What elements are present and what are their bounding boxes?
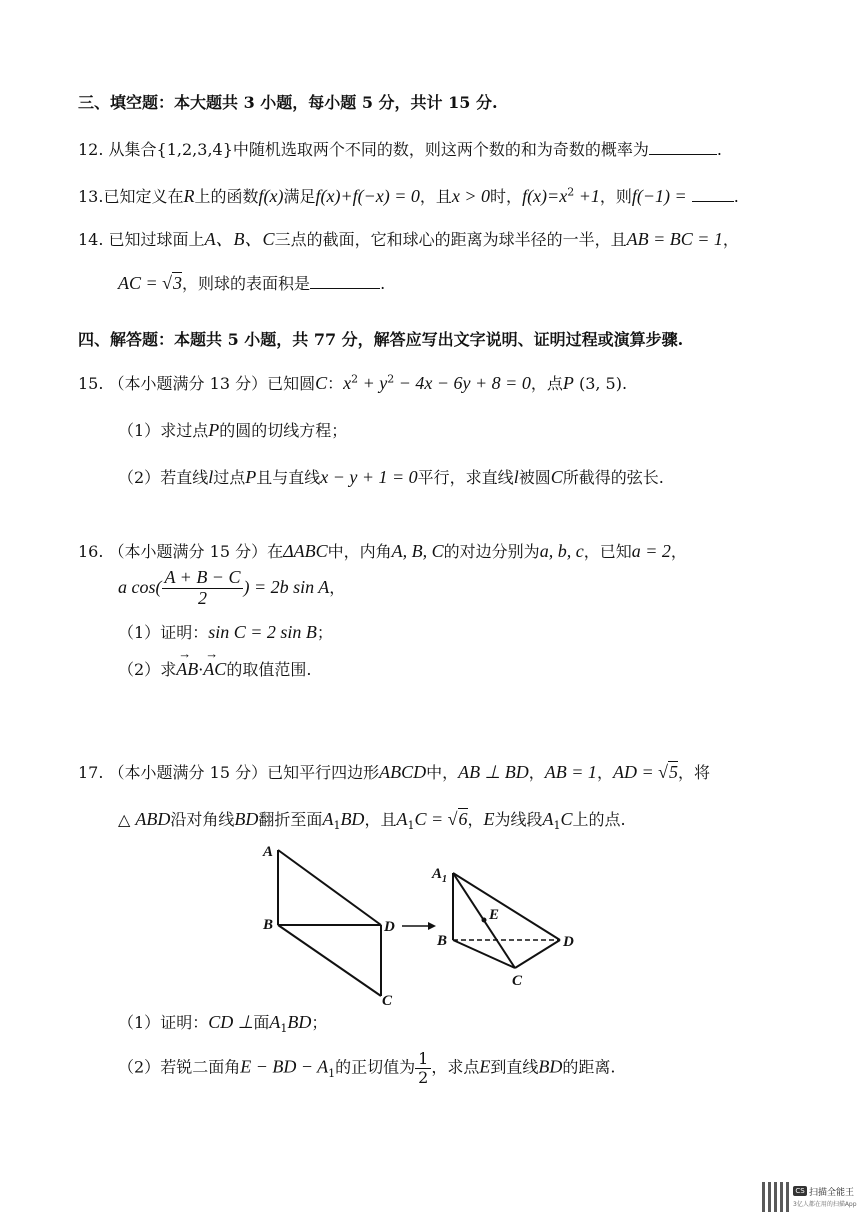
math-subscript: 1 bbox=[333, 819, 341, 833]
question-text: 中， bbox=[426, 763, 459, 782]
question-text: 所截得的弦长. bbox=[562, 468, 664, 487]
question-text: 的对边分别为 bbox=[443, 542, 540, 561]
math-expr: f(x)=x bbox=[522, 186, 568, 206]
question-text: （本小题满分 15 分）已知平行四边形 bbox=[108, 763, 380, 782]
label-d: D bbox=[563, 934, 574, 950]
question-14 bbox=[78, 225, 739, 251]
question-14-line2: AC = √3，则球的表面积是 . bbox=[118, 273, 386, 293]
question-13 bbox=[78, 184, 739, 207]
question-17-part2 bbox=[118, 1050, 615, 1086]
question-12 bbox=[78, 137, 722, 160]
math-expr: − 4x − 6y + 8 = 0 bbox=[394, 373, 531, 393]
math-radicand: 6 bbox=[458, 809, 468, 829]
question-text: 沿对角线 bbox=[170, 810, 235, 829]
math-expr: sin C = 2 sin B bbox=[208, 622, 317, 642]
math-subscript: 1 bbox=[407, 819, 415, 833]
question-text: ，求点 bbox=[431, 1057, 480, 1077]
math-var: E bbox=[479, 1056, 491, 1077]
math-subscript: 1 bbox=[553, 819, 561, 833]
math-expr: x − y + 1 = 0 bbox=[320, 467, 418, 487]
question-number: 13. bbox=[78, 187, 104, 206]
question-text: ，则 bbox=[599, 187, 632, 206]
question-17-line2: △ ABD沿对角线BD翻折至面$A_1BD$，且$A_1C = √6$，E为线段$A_1C$上的点. bbox=[118, 809, 626, 833]
math-expr: AD = bbox=[612, 762, 659, 782]
question-text: 证明： bbox=[160, 1013, 209, 1032]
math-expr: C = bbox=[414, 809, 448, 829]
math-expr: a cos( bbox=[118, 576, 162, 597]
label-e: E bbox=[489, 907, 500, 923]
math-expr: AC = bbox=[118, 273, 163, 293]
question-text: 从集合{1,2,3,4}中随机选取两个不同的数，则这两个数的和为奇数的概率为 bbox=[108, 140, 649, 159]
math-expr: A, B, C bbox=[391, 541, 444, 561]
edge-ad bbox=[278, 850, 381, 925]
label-a: A bbox=[263, 844, 274, 860]
math-expr: a, b, c bbox=[539, 541, 584, 561]
math-expr: ΔABC bbox=[283, 541, 328, 561]
math-var: C bbox=[315, 373, 328, 393]
math-exponent: 2 bbox=[387, 372, 395, 386]
math-fraction bbox=[162, 568, 244, 609]
math-expr: CD ⊥ bbox=[208, 1012, 254, 1032]
label-b: B bbox=[263, 917, 274, 933]
math-subscript: 1 bbox=[280, 1022, 288, 1036]
edge-bc bbox=[278, 925, 381, 996]
question-text: ，则球的表面积是 bbox=[182, 274, 311, 293]
math-subscript: 1 bbox=[328, 1066, 336, 1080]
triangle-symbol: △ bbox=[118, 810, 131, 829]
math-expr: x > 0 bbox=[451, 186, 491, 206]
math-expr: A bbox=[269, 1012, 281, 1032]
question-text: 的取值范围. bbox=[226, 660, 312, 679]
question-number: 17. bbox=[78, 763, 104, 782]
question-text: 已知定义在 bbox=[103, 187, 184, 206]
question-number: 12. bbox=[78, 140, 104, 159]
question-text: ： bbox=[327, 374, 344, 393]
part-label: （1） bbox=[118, 1013, 161, 1032]
question-text: 求 bbox=[160, 660, 177, 679]
label-b: B bbox=[437, 933, 448, 949]
question-number: 14. bbox=[78, 230, 104, 249]
math-var: E bbox=[483, 809, 495, 829]
fraction-denominator: 2 bbox=[197, 587, 207, 608]
math-expr: (3, 5). bbox=[578, 374, 628, 393]
question-text: （本小题满分 15 分）在 bbox=[108, 542, 284, 561]
math-expr: AB ⊥ BD bbox=[458, 762, 529, 782]
math-expr: A bbox=[396, 809, 408, 829]
question-text: ， bbox=[329, 577, 346, 597]
math-expr: f(x)+f(−x) = 0 bbox=[315, 186, 420, 206]
question-text: 的圆的切线方程； bbox=[219, 421, 348, 440]
question-17: 17. （本小题满分 15 分）已知平行四边形ABCD中，AB ⊥ BD，AB = 1，AD = √5，将 bbox=[78, 762, 710, 782]
math-expr: BD bbox=[340, 809, 365, 829]
question-text: ； bbox=[316, 623, 333, 642]
answer-blank bbox=[649, 140, 717, 155]
math-var: R bbox=[183, 186, 195, 206]
math-var: l bbox=[513, 467, 519, 487]
math-expr: A bbox=[322, 809, 334, 829]
question-text: ， bbox=[596, 763, 613, 782]
question-text: 的正切值为 bbox=[335, 1057, 416, 1077]
question-16 bbox=[78, 539, 687, 562]
question-text: （本小题满分 13 分）已知圆 bbox=[108, 374, 316, 393]
math-expr: A、B、C bbox=[204, 229, 275, 249]
question-text: 翻折至面 bbox=[258, 810, 323, 829]
question-text: 满足 bbox=[283, 187, 316, 206]
question-text: 时， bbox=[490, 187, 523, 206]
question-15 bbox=[78, 371, 627, 394]
math-expr: ABCD bbox=[379, 762, 427, 782]
question-text: 求过点 bbox=[160, 421, 209, 440]
answer-blank bbox=[310, 274, 380, 289]
question-text-end: . bbox=[380, 274, 386, 293]
question-text: 上的点. bbox=[572, 810, 626, 829]
question-text: ，且 bbox=[364, 810, 397, 829]
math-radicand: 5 bbox=[668, 762, 678, 782]
question-text: 已知过球面上 bbox=[108, 230, 205, 249]
math-expr: A bbox=[542, 809, 554, 829]
question-text: 到直线 bbox=[490, 1057, 539, 1077]
math-fraction bbox=[415, 1050, 431, 1086]
question-text-end: . bbox=[733, 187, 739, 206]
question-text: ，点 bbox=[530, 374, 563, 393]
question-text: 上的函数 bbox=[194, 187, 259, 206]
math-expr: BD bbox=[538, 1056, 563, 1077]
vector-ab: → AB bbox=[176, 659, 198, 680]
question-text: 的距离. bbox=[562, 1057, 616, 1077]
arrow-icon bbox=[402, 922, 436, 930]
question-text: 平行，求直线 bbox=[417, 468, 514, 487]
question-text: ， bbox=[467, 810, 484, 829]
question-16-part2 bbox=[118, 657, 311, 680]
question-text: 证明： bbox=[160, 623, 209, 642]
question-text: 面 bbox=[253, 1013, 270, 1032]
math-expr: + y bbox=[358, 373, 388, 393]
scanner-name: 扫描全能王 bbox=[809, 1188, 855, 1198]
section-3-heading: 三、填空题：本大题共 3 小题，每小题 5 分，共计 15 分. bbox=[78, 93, 498, 112]
scanner-logo: CS bbox=[793, 1186, 807, 1196]
math-expr: ABD bbox=[135, 809, 171, 829]
question-text-end: . bbox=[716, 140, 722, 159]
question-text: 若直线 bbox=[160, 468, 209, 487]
edge-a1d bbox=[453, 873, 560, 940]
question-15-part2 bbox=[118, 465, 664, 488]
math-expr: E − BD − A bbox=[240, 1056, 329, 1077]
question-text: 被圆 bbox=[518, 468, 551, 487]
math-expr: AB = BC = 1 bbox=[626, 229, 723, 249]
question-text: 过点 bbox=[213, 468, 246, 487]
vector-ac: → AC bbox=[203, 659, 226, 680]
question-16-equation bbox=[118, 568, 345, 609]
question-text: ； bbox=[311, 1013, 328, 1032]
question-text: 三点的截面，它和球心的距离为球半径的一半，且 bbox=[274, 230, 627, 249]
fraction-denominator: 2 bbox=[418, 1067, 429, 1087]
math-expr: C bbox=[560, 809, 573, 829]
label-d: D bbox=[384, 919, 395, 935]
math-var: l bbox=[208, 467, 214, 487]
fraction-numerator: 1 bbox=[415, 1050, 431, 1069]
label-c: C bbox=[512, 973, 523, 989]
math-exponent: 2 bbox=[351, 372, 359, 386]
question-text: ， bbox=[670, 542, 687, 561]
edge-dc bbox=[515, 940, 560, 968]
part-label: （1） bbox=[118, 421, 161, 440]
question-number: 15. bbox=[78, 374, 104, 393]
math-expr: f(−1) = bbox=[631, 186, 687, 206]
math-expr: f(x) bbox=[258, 186, 284, 206]
question-text: ，已知 bbox=[583, 542, 632, 561]
question-text: ，将 bbox=[677, 763, 710, 782]
question-text: ， bbox=[528, 763, 545, 782]
point-e bbox=[482, 918, 487, 923]
math-expr: BD bbox=[287, 1012, 312, 1032]
math-var: P bbox=[208, 420, 220, 440]
parallelogram-figure bbox=[262, 844, 395, 1009]
tetrahedron-figure bbox=[431, 866, 574, 989]
question-number: 16. bbox=[78, 542, 104, 561]
part-label: （2） bbox=[118, 468, 161, 487]
part-label: （2） bbox=[118, 660, 161, 679]
math-var: P bbox=[245, 467, 257, 487]
math-expr: +1 bbox=[574, 186, 600, 206]
math-expr: x bbox=[343, 373, 352, 393]
question-text: 为线段 bbox=[494, 810, 543, 829]
math-var: C bbox=[550, 467, 563, 487]
part-label: （2） bbox=[118, 1057, 161, 1077]
question-text: 中，内角 bbox=[327, 542, 392, 561]
question-17-part1 bbox=[118, 1010, 327, 1035]
label-c: C bbox=[382, 993, 393, 1009]
math-expr: ) = 2b sin A bbox=[243, 576, 330, 597]
math-var: P bbox=[562, 373, 574, 393]
answer-blank bbox=[692, 187, 734, 202]
math-radicand: 3 bbox=[173, 273, 183, 293]
math-expr: BD bbox=[234, 809, 259, 829]
question-text: 且与直线 bbox=[256, 468, 321, 487]
folding-figure bbox=[0, 830, 867, 1010]
math-expr: a = 2 bbox=[631, 541, 671, 561]
question-text: 若锐二面角 bbox=[160, 1057, 241, 1077]
qr-code-icon bbox=[762, 1182, 792, 1212]
math-exponent: 2 bbox=[567, 185, 575, 199]
question-15-part1 bbox=[118, 418, 347, 441]
part-label: （1） bbox=[118, 623, 161, 642]
section-4-heading: 四、解答题：本题共 5 小题，共 77 分，解答应写出文字说明、证明过程或演算步骤. bbox=[78, 330, 684, 349]
question-text: ，且 bbox=[419, 187, 452, 206]
question-text: ， bbox=[722, 230, 739, 249]
question-16-part1 bbox=[118, 620, 333, 643]
math-expr: AB = 1 bbox=[544, 762, 597, 782]
fraction-numerator: A + B − C bbox=[162, 568, 244, 589]
dot-operator: · bbox=[198, 660, 204, 679]
label-a1: $A_1$ bbox=[432, 866, 448, 885]
scanner-tagline: 3亿人都在用的扫描App bbox=[793, 1201, 857, 1208]
